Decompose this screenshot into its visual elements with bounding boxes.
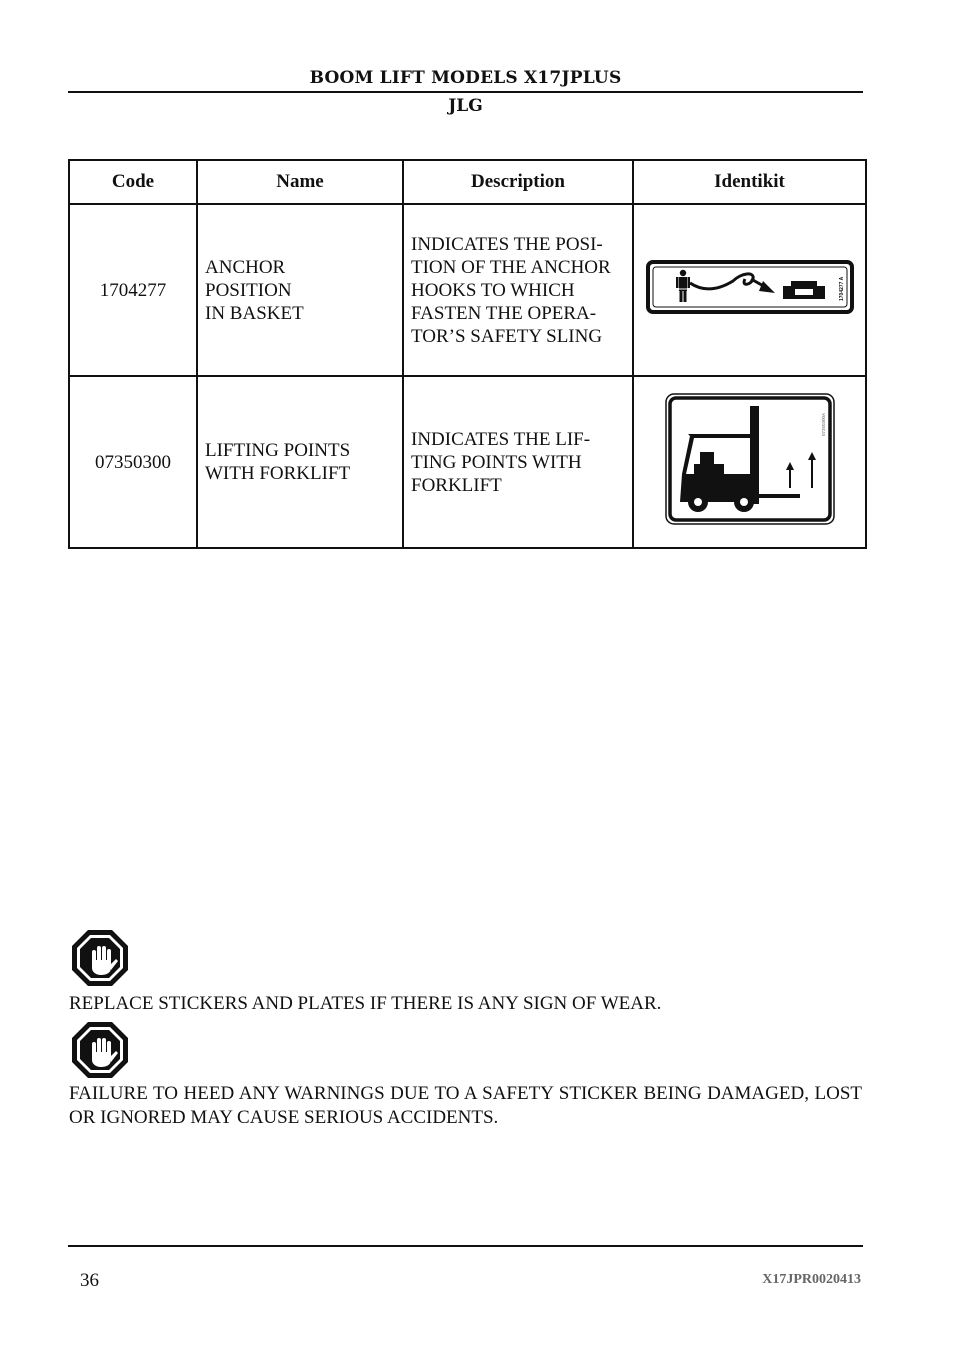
column-header-description: Description xyxy=(403,160,633,204)
decal-code-label: 1704277 A xyxy=(838,276,845,301)
cell-identikit xyxy=(633,204,866,376)
anchor-sling-icon xyxy=(645,259,855,315)
page-number: 36 xyxy=(80,1270,99,1291)
cell-name: LIFTING POINTS WITH FORKLIFT xyxy=(197,376,403,548)
stop-hand-icon xyxy=(70,928,130,988)
document-code: X17JPR0020413 xyxy=(762,1272,861,1287)
column-header-identikit: Identikit xyxy=(633,160,866,204)
brand-name: JLG xyxy=(448,96,483,116)
table-row xyxy=(69,376,866,548)
cell-description: INDICATES THE LIF- TING POINTS WITH FORKLIFT xyxy=(403,376,633,548)
cell-code: 07350300 xyxy=(69,376,197,548)
document-title: BOOM LIFT MODELS X17JPLUS xyxy=(309,68,622,88)
warning-text-wear: REPLACE STICKERS AND PLATES IF THERE IS ANY SIGN OF WEAR. xyxy=(69,993,662,1014)
header-divider xyxy=(68,91,863,93)
column-header-name: Name xyxy=(197,160,403,204)
footer-divider xyxy=(68,1245,863,1247)
column-header-code: Code xyxy=(69,160,197,204)
cell-name: ANCHOR POSITION IN BASKET xyxy=(197,204,403,376)
decals-table xyxy=(68,159,867,549)
stop-hand-icon xyxy=(70,1020,130,1080)
table-header-row xyxy=(69,160,866,204)
table-row xyxy=(69,204,866,376)
forklift-icon xyxy=(664,392,836,526)
cell-identikit xyxy=(633,376,866,548)
cell-code: 1704277 xyxy=(69,204,197,376)
cell-description: INDICATES THE POSI- TION OF THE ANCHOR HOOKS TO WHICH FASTEN THE OPERA- TOR’S SAFETY SLING xyxy=(403,204,633,376)
decal-code-label: 07350300A xyxy=(820,412,826,436)
warning-text-damage: FAILURE TO HEED ANY WARNINGS DUE TO A SAFETY STICKER BEING DAMAGED, LOST OR IGNORED MAY CAUSE SERIOUS ACCIDENTS. xyxy=(69,1083,862,1128)
